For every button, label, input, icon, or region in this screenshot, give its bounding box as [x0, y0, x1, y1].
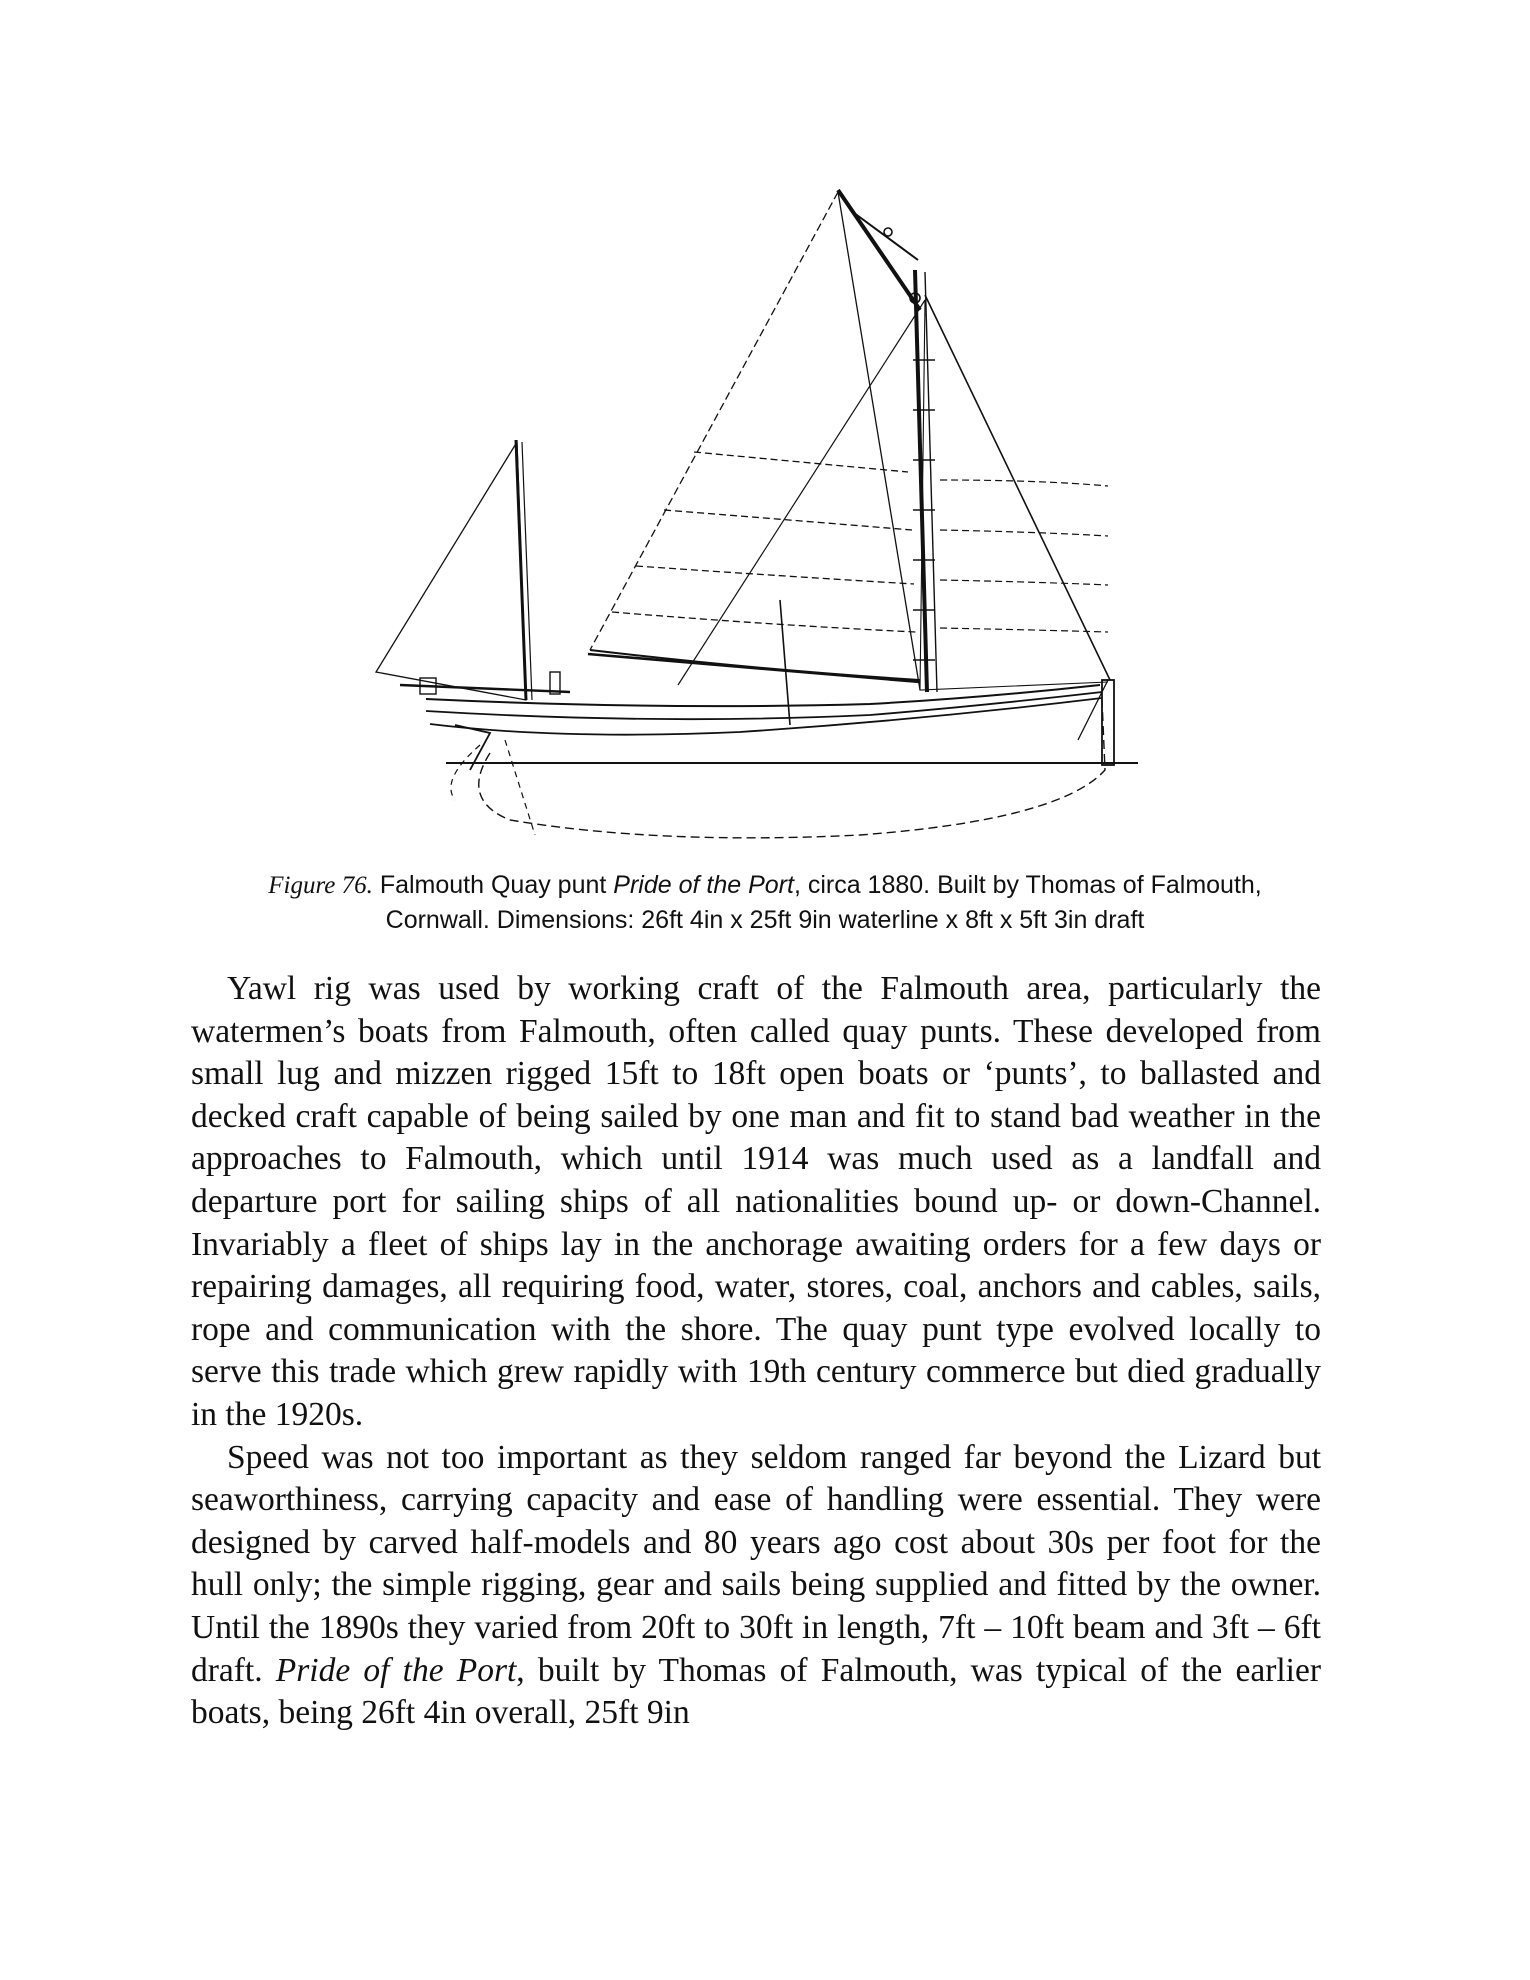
caption-text-pre: Falmouth Quay punt [379, 871, 614, 899]
paragraph-2-boat-name: Pride of the Port [275, 1651, 517, 1689]
paragraph-2-part-1: Speed was not too important as they seldom ranged far beyond the Lizard but seaworthiness, carrying capacity and ease of handling were essential. They were designed by carved half-models and 80 years ago cost about 30s per foot for the hull only; the simple rigging, gear and sails being supplied and fitted by the owner. Until the 1890s they varied from 20ft to 30ft in length, 7ft – 10ft beam and 3ft – 6ft draft. [191, 1438, 1321, 1689]
caption-line-2: Cornwall. Dimensions: 26ft 4in x 25ft 9in waterline x 8ft x 5ft 3in draft [385, 906, 1145, 934]
caption-line-1 [190, 868, 1340, 903]
quay-punt-drawing [360, 180, 1160, 860]
caption-text-post: , circa 1880. Built by Thomas of Falmouth, [793, 871, 1262, 899]
figure-caption [190, 868, 1340, 937]
caption-boat-name: Pride of the Port [613, 871, 794, 899]
boat-illustration [360, 180, 1160, 860]
paragraph-2-part-2: , built by Thomas of Falmouth, was typical of the earlier boats, being 26ft 4in overall, 25ft 9in [191, 1651, 1321, 1732]
figure-label: Figure 76. [268, 872, 373, 899]
body-text [191, 968, 1321, 1735]
paragraph-2 [191, 1437, 1321, 1735]
paragraph-1: Yawl rig was used by working craft of the Falmouth area, particularly the watermen’s boats from Falmouth, often called quay punts. These developed from small lug and mizzen rigged 15ft to 18ft open boats or ‘punts’, to ballasted and decked craft capable of being sailed by one man and fit to stand bad weather in the approaches to Falmouth, which until 1914 was much used as a landfall and departure port for sailing ships of all nationalities bound up- or down-Channel. Invariably a fleet of ships lay in the anchorage awaiting orders for a few days or repairing damages, all requiring food, water, stores, coal, anchors and cables, sails, rope and communication with the shore. The quay punt type evolved locally to serve this trade which grew rapidly with 19th century commerce but died gradually in the 1920s. [191, 970, 1321, 1433]
